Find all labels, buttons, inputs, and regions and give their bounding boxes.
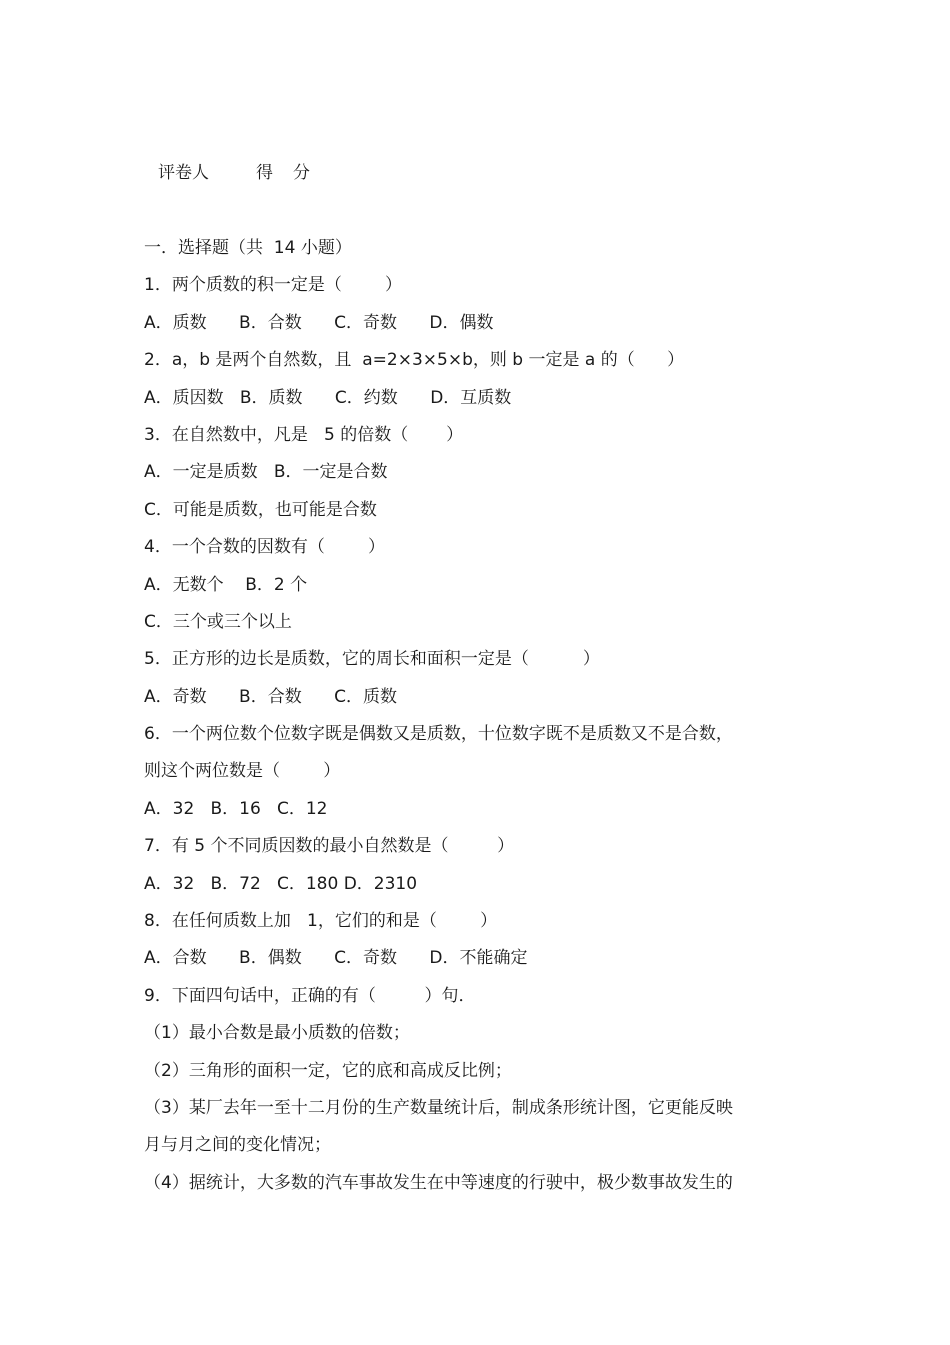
question-9: 9．下面四句话中，正确的有（ ）句． (144, 985, 476, 1006)
question-9-statement-4: （4）据统计，大多数的汽车事故发生在中等速度的行驶中，极少数事故发生的 (144, 1172, 733, 1193)
score-header (158, 160, 310, 186)
question-9-statement-3: （3）某厂去年一至十二月份的生产数量统计后，制成条形统计图，它更能反映 (144, 1097, 733, 1118)
question-1-options: A．质数 B．合数 C．奇数 D．偶数 (144, 312, 494, 333)
section-title: 一．选择题（共 14 小题） (144, 238, 352, 258)
question-9-statement-1: （1）最小合数是最小质数的倍数； (144, 1023, 410, 1044)
question-6-continued: 则这个两位数是（ ） (144, 761, 341, 782)
score-label-de: 得 (256, 163, 273, 183)
question-4-options-c: C．三个或三个以上 (144, 611, 292, 632)
question-5-options: A．奇数 B．合数 C．质数 (144, 686, 398, 707)
question-7: 7．有 5 个不同质因数的最小自然数是（ ） (144, 836, 515, 857)
question-6-options: A．32 B．16 C．12 (144, 798, 328, 819)
question-1: 1．两个质数的积一定是（ ） (144, 275, 403, 296)
question-4: 4．一个合数的因数有（ ） (144, 537, 386, 558)
question-8-options: A．合数 B．偶数 C．奇数 D．不能确定 (144, 948, 528, 969)
question-3: 3．在自然数中，凡是 5 的倍数（ ） (144, 424, 464, 445)
question-list (144, 234, 784, 1206)
question-3-options-c: C．可能是质数，也可能是合数 (144, 499, 377, 520)
question-5: 5．正方形的边长是质数，它的周长和面积一定是（ ） (144, 649, 600, 670)
question-8: 8．在任何质数上加 1，它们的和是（ ） (144, 911, 498, 932)
question-7-options: A．32 B．72 C．180 D．2310 (144, 873, 418, 894)
question-9-statement-3-continued: 月与月之间的变化情况； (144, 1135, 331, 1156)
grader-label: 评卷人 (158, 163, 209, 183)
question-4-options-ab: A．无数个 B．2 个 (144, 574, 308, 595)
question-2: 2．a，b 是两个自然数，且 a=2×3×5×b，则 b 一定是 a 的（ ） (144, 350, 685, 371)
question-2-options: A．质因数 B．质数 C．约数 D．互质数 (144, 387, 512, 408)
question-6: 6．一个两位数个位数字既是偶数又是质数，十位数字既不是质数又不是合数， (144, 724, 733, 745)
question-3-options-ab: A．一定是质数 B．一定是合数 (144, 462, 388, 483)
question-9-statement-2: （2）三角形的面积一定，它的底和高成反比例； (144, 1060, 512, 1081)
score-label-fen: 分 (293, 163, 310, 183)
